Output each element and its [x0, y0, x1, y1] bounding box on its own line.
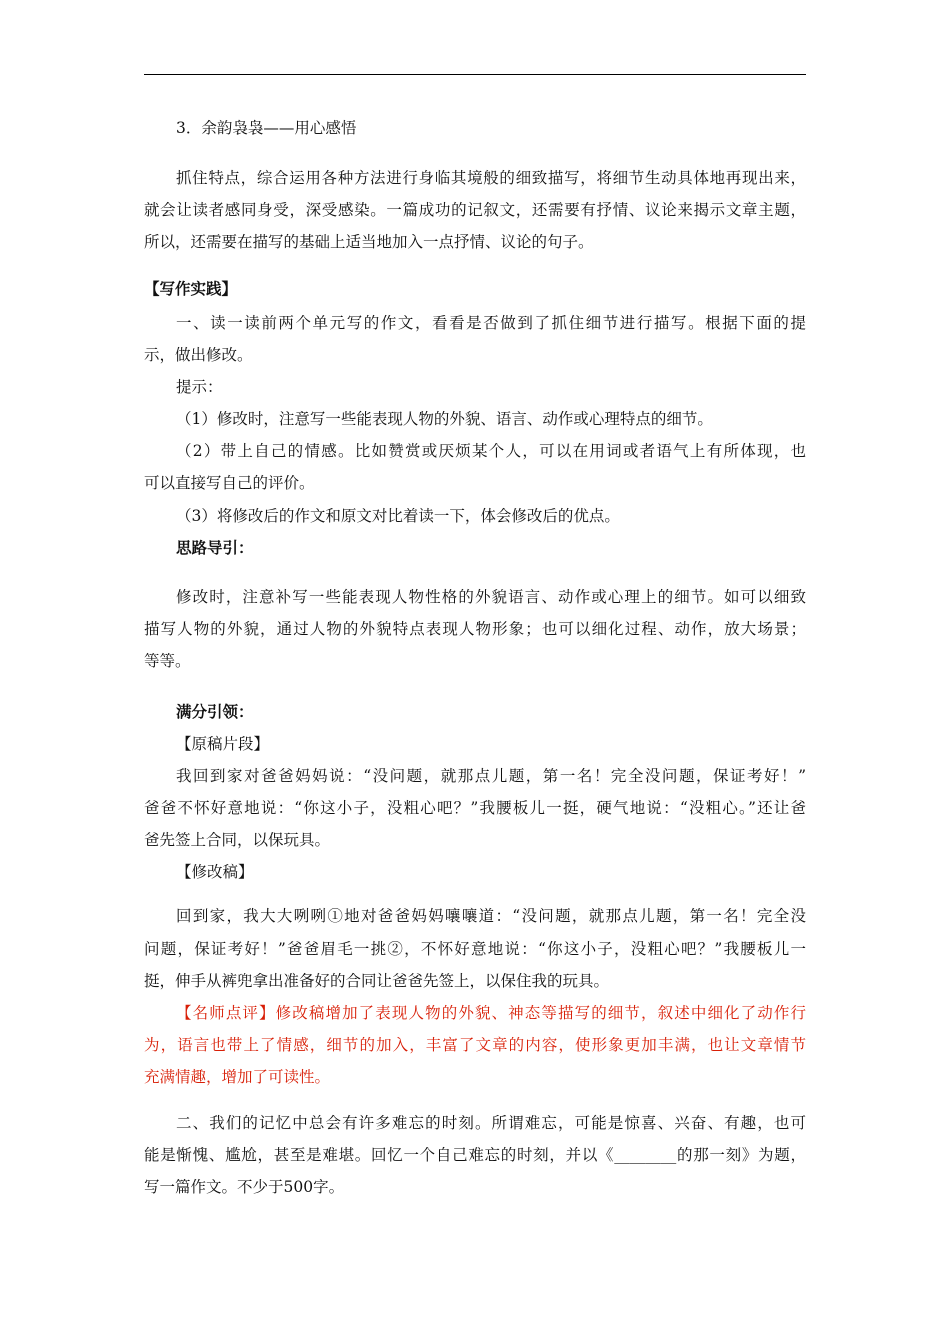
task2-line: 二、我们的记忆中总会有许多难忘的时刻。所谓难忘，可能是惊喜、兴奋、有趣，也可 — [176, 1114, 806, 1132]
teacher-comment-line: 为，语言也带上了情感，细节的加入，丰富了文章的内容，使形象更加丰满，也让文章情节 — [144, 1036, 806, 1054]
task2-line: 写一篇作文。不少于500字。 — [144, 1178, 345, 1196]
tip-item: （2）带上自己的情感。比如赞赏或厌烦某个人，可以在用词或者语气上有所体现，也 — [176, 442, 806, 460]
revised-label: 【修改稿】 — [176, 863, 254, 881]
guide-line: 等等。 — [144, 652, 191, 670]
tip-item: 可以直接写自己的评价。 — [144, 474, 315, 492]
paragraph-line: 就会让读者感同身受，深受感染。一篇成功的记叙文，还需要有抒情、议论来揭示文章主题， — [144, 201, 806, 219]
task2-line: 能是惭愧、尴尬，甚至是难堪。回忆一个自己难忘的时刻，并以《________的那一刻》为题， — [144, 1146, 806, 1164]
original-line: 我回到家对爸爸妈妈说：“没问题，就那点儿题，第一名！完全没问题，保证考好！” — [176, 767, 806, 785]
practice-heading: 【写作实践】 — [144, 279, 238, 298]
tip-item: （1）修改时，注意写一些能表现人物的外貌、语言、动作或心理特点的细节。 — [176, 410, 713, 428]
section-heading: 3．余韵袅袅——用心感悟 — [176, 119, 357, 137]
original-line: 爸爸不怀好意地说：“你这小子，没粗心吧？”我腰板儿一挺，硬气地说：“没粗心。”还让爸 — [144, 799, 806, 817]
revised-line: 问题，保证考好！”爸爸眉毛一挑②，不怀好意地说：“你这小子，没粗心吧？”我腰板儿一 — [144, 940, 806, 958]
header-rule — [144, 74, 806, 75]
paragraph-line: 所以，还需要在描写的基础上适当地加入一点抒情、议论的句子。 — [144, 233, 594, 251]
teacher-comment-line: 充满情趣，增加了可读性。 — [144, 1068, 331, 1086]
original-label: 【原稿片段】 — [176, 735, 270, 753]
revised-line: 挺，伸手从裤兜拿出准备好的合同让爸爸先签上，以保住我的玩具。 — [144, 972, 610, 990]
guide-line: 描写人物的外貌，通过人物的外貌特点表现人物形象；也可以细化过程、动作，放大场景； — [144, 620, 806, 638]
guide-line: 修改时，注意补写一些能表现人物性格的外貌语言、动作或心理上的细节。如可以细致 — [176, 588, 806, 606]
tip-item: （3）将修改后的作文和原文对比着读一下，体会修改后的优点。 — [176, 507, 620, 525]
revised-line: 回到家，我大大咧咧①地对爸爸妈妈嚷嚷道：“没问题，就那点儿题，第一名！完全没 — [176, 907, 806, 925]
task1-line: 一、读一读前两个单元写的作文，看看是否做到了抓住细节进行描写。根据下面的提 — [176, 314, 806, 332]
task1-line: 示，做出修改。 — [144, 346, 253, 364]
original-line: 爸先签上合同，以保玩具。 — [144, 831, 331, 849]
model-label: 满分引领： — [176, 702, 254, 721]
teacher-comment-line: 【名师点评】修改稿增加了表现人物的外貌、神态等描写的细节，叙述中细化了动作行 — [176, 1004, 806, 1022]
tips-label: 提示： — [176, 378, 223, 396]
guide-label: 思路导引： — [176, 538, 254, 557]
paragraph-line: 抓住特点，综合运用各种方法进行身临其境般的细致描写，将细节生动具体地再现出来， — [176, 169, 806, 187]
